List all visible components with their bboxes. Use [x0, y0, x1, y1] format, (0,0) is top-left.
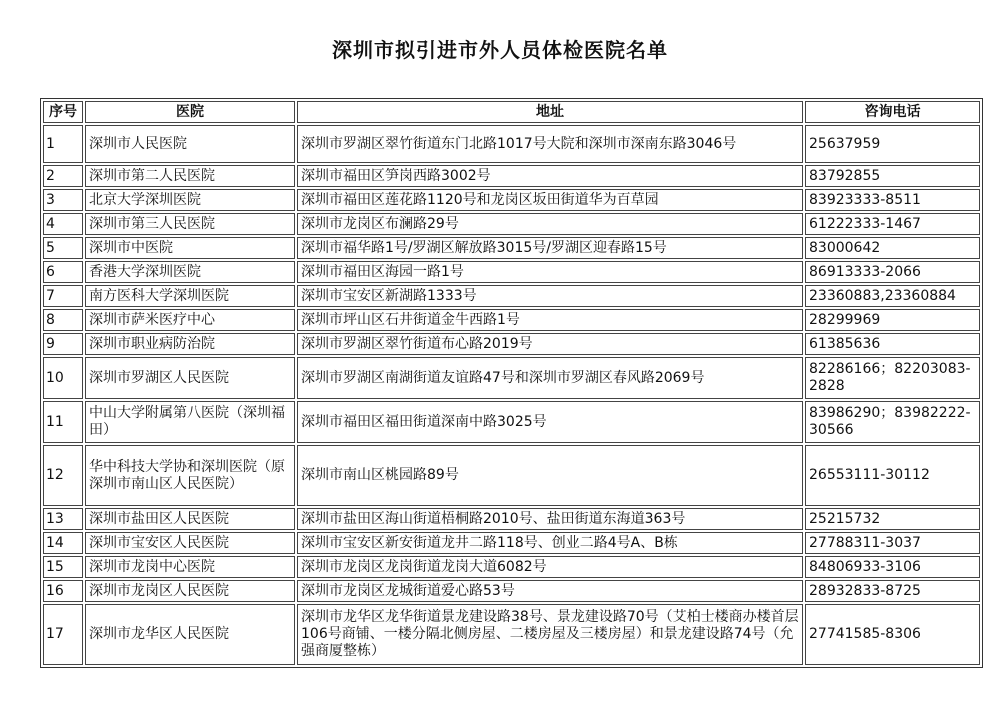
- cell-no: 1: [43, 125, 83, 163]
- cell-hospital: 深圳市盐田区人民医院: [85, 508, 295, 530]
- cell-phone: 28932833-8725: [805, 580, 980, 602]
- cell-phone: 28299969: [805, 309, 980, 331]
- cell-phone: 61385636: [805, 333, 980, 355]
- table-row: [43, 309, 980, 331]
- cell-hospital: 华中科技大学协和深圳医院（原深圳市南山区人民医院）: [85, 445, 295, 506]
- cell-hospital: 深圳市中医院: [85, 237, 295, 259]
- cell-address: 深圳市福田区莲花路1120号和龙岗区坂田街道华为百草园: [297, 189, 803, 211]
- table-row: [43, 532, 980, 554]
- cell-phone: 83000642: [805, 237, 980, 259]
- table-row: [43, 357, 980, 399]
- cell-phone: 26553111-30112: [805, 445, 980, 506]
- cell-hospital: 深圳市龙岗区人民医院: [85, 580, 295, 602]
- cell-no: 4: [43, 213, 83, 235]
- cell-no: 12: [43, 445, 83, 506]
- cell-no: 11: [43, 401, 83, 443]
- header-hospital: 医院: [85, 101, 295, 123]
- cell-phone: 23360883,23360884: [805, 285, 980, 307]
- cell-phone: 25215732: [805, 508, 980, 530]
- cell-no: 16: [43, 580, 83, 602]
- cell-no: 10: [43, 357, 83, 399]
- cell-address: 深圳市龙岗区龙岗街道龙岗大道6082号: [297, 556, 803, 578]
- cell-no: 3: [43, 189, 83, 211]
- cell-no: 8: [43, 309, 83, 331]
- cell-no: 9: [43, 333, 83, 355]
- cell-no: 14: [43, 532, 83, 554]
- cell-hospital: 深圳市萨米医疗中心: [85, 309, 295, 331]
- cell-hospital: 南方医科大学深圳医院: [85, 285, 295, 307]
- table-row: [43, 333, 980, 355]
- hospital-table: [40, 98, 983, 668]
- cell-address: 深圳市福田区笋岗西路3002号: [297, 165, 803, 187]
- cell-address: 深圳市福田区福田街道深南中路3025号: [297, 401, 803, 443]
- cell-address: 深圳市福田区海园一路1号: [297, 261, 803, 283]
- cell-hospital: 深圳市职业病防治院: [85, 333, 295, 355]
- table-row: [43, 401, 980, 443]
- cell-address: 深圳市罗湖区南湖街道友谊路47号和深圳市罗湖区春风路2069号: [297, 357, 803, 399]
- table-row: [43, 580, 980, 602]
- table-row: [43, 189, 980, 211]
- cell-address: 深圳市盐田区海山街道梧桐路2010号、盐田街道东海道363号: [297, 508, 803, 530]
- cell-address: 深圳市宝安区新湖路1333号: [297, 285, 803, 307]
- cell-hospital: 深圳市人民医院: [85, 125, 295, 163]
- cell-hospital: 深圳市第三人民医院: [85, 213, 295, 235]
- cell-no: 13: [43, 508, 83, 530]
- table-row: [43, 237, 980, 259]
- table-row: [43, 165, 980, 187]
- page-title: 深圳市拟引进市外人员体检医院名单: [332, 38, 668, 62]
- cell-phone: 82286166；82203083-2828: [805, 357, 980, 399]
- cell-hospital: 香港大学深圳医院: [85, 261, 295, 283]
- table-row: [43, 445, 980, 506]
- header-no: 序号: [43, 101, 83, 123]
- cell-no: 17: [43, 604, 83, 665]
- table-row: [43, 125, 980, 163]
- header-address: 地址: [297, 101, 803, 123]
- table-row: [43, 556, 980, 578]
- cell-hospital: 深圳市罗湖区人民医院: [85, 357, 295, 399]
- cell-phone: 84806933-3106: [805, 556, 980, 578]
- cell-address: 深圳市罗湖区翠竹街道布心路2019号: [297, 333, 803, 355]
- cell-no: 15: [43, 556, 83, 578]
- cell-address: 深圳市坪山区石井街道金牛西路1号: [297, 309, 803, 331]
- table-row: [43, 285, 980, 307]
- header-phone: 咨询电话: [805, 101, 980, 123]
- cell-phone: 83923333-8511: [805, 189, 980, 211]
- cell-no: 7: [43, 285, 83, 307]
- table-row: [43, 604, 980, 665]
- cell-address: 深圳市宝安区新安街道龙井二路118号、创业二路4号A、B栋: [297, 532, 803, 554]
- cell-phone: 83986290；83982222-30566: [805, 401, 980, 443]
- cell-address: 深圳市南山区桃园路89号: [297, 445, 803, 506]
- cell-no: 5: [43, 237, 83, 259]
- cell-no: 6: [43, 261, 83, 283]
- cell-phone: 86913333-2066: [805, 261, 980, 283]
- cell-address: 深圳市罗湖区翠竹街道东门北路1017号大院和深圳市深南东路3046号: [297, 125, 803, 163]
- table-header-row: [43, 101, 980, 123]
- cell-address: 深圳市福华路1号/罗湖区解放路3015号/罗湖区迎春路15号: [297, 237, 803, 259]
- cell-no: 2: [43, 165, 83, 187]
- cell-phone: 61222333-1467: [805, 213, 980, 235]
- cell-hospital: 中山大学附属第八医院（深圳福田）: [85, 401, 295, 443]
- table-body: [43, 125, 980, 665]
- cell-address: 深圳市龙华区龙华街道景龙建设路38号、景龙建设路70号（艾柏士楼商办楼首层106号商铺、一楼分隔北侧房屋、二楼房屋及三楼房屋）和景龙建设路74号（允强商厦整栋）: [297, 604, 803, 665]
- cell-hospital: 深圳市龙华区人民医院: [85, 604, 295, 665]
- cell-phone: 25637959: [805, 125, 980, 163]
- cell-phone: 27788311-3037: [805, 532, 980, 554]
- cell-phone: 27741585-8306: [805, 604, 980, 665]
- hospital-table-container: [40, 98, 983, 668]
- cell-address: 深圳市龙岗区布澜路29号: [297, 213, 803, 235]
- table-row: [43, 261, 980, 283]
- cell-hospital: 北京大学深圳医院: [85, 189, 295, 211]
- cell-phone: 83792855: [805, 165, 980, 187]
- table-row: [43, 213, 980, 235]
- cell-hospital: 深圳市宝安区人民医院: [85, 532, 295, 554]
- cell-hospital: 深圳市第二人民医院: [85, 165, 295, 187]
- table-row: [43, 508, 980, 530]
- cell-hospital: 深圳市龙岗中心医院: [85, 556, 295, 578]
- cell-address: 深圳市龙岗区龙城街道爱心路53号: [297, 580, 803, 602]
